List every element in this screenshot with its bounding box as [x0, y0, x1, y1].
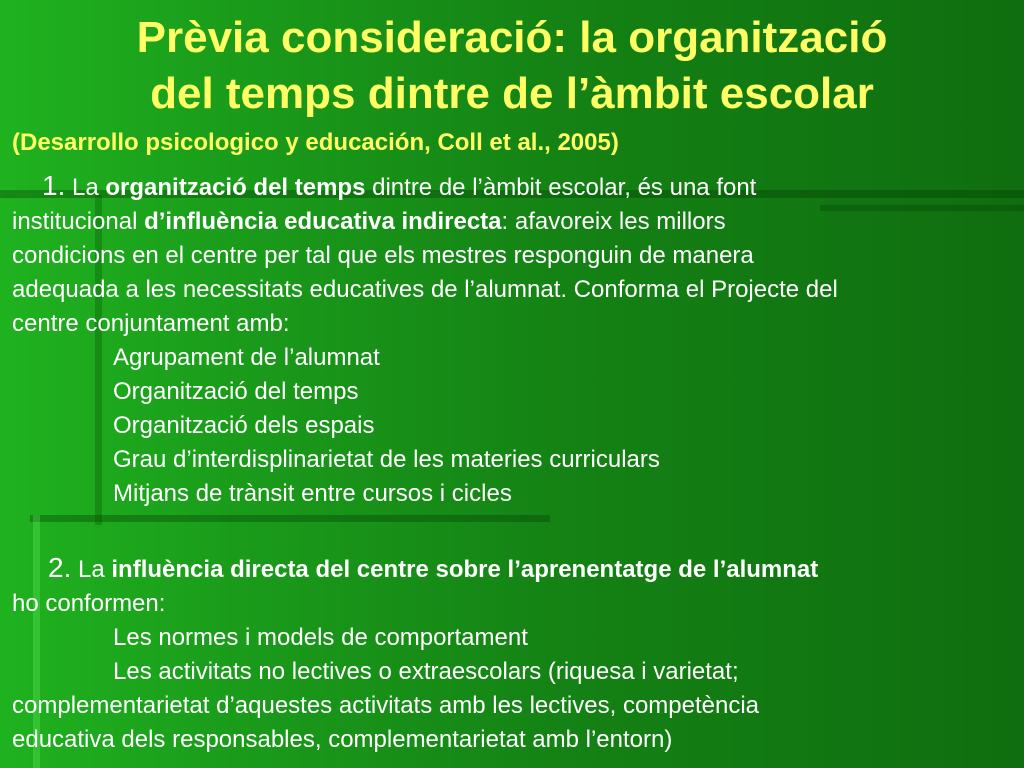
- list-item: Mitjans de trànsit entre cursos i cicles: [113, 480, 512, 507]
- point-1-line-1: [12, 169, 838, 205]
- text-run: La: [71, 556, 112, 583]
- list-item: Organització dels espais: [113, 412, 375, 439]
- point-1-line-2: [12, 205, 838, 239]
- point-2-line-1: [12, 551, 818, 587]
- point-2-line-5: complementarietat d’aquestes activitats amb les lectives, competència: [12, 692, 760, 719]
- bold-term: influència directa del centre sobre l’aprenentatge de l’alumnat: [111, 556, 819, 583]
- point-1-line-5: centre conjuntament amb:: [12, 310, 290, 337]
- point-1-line-4: adequada a les necessitats educatives de l’alumnat. Conforma el Projecte del: [12, 276, 838, 303]
- list-item: Les activitats no lectives o extraescolars (riquesa i varietat;: [113, 658, 739, 685]
- point-1-paragraph: [12, 169, 838, 511]
- point-1-number: 1.: [42, 170, 66, 201]
- text-run: La: [65, 174, 106, 201]
- point-2-number: 2.: [48, 552, 72, 583]
- bold-term: d’influència educativa indirecta: [144, 208, 502, 235]
- slide-title: [0, 10, 1024, 122]
- slide-title-line-1: Prèvia consideració: la organització: [136, 13, 888, 62]
- point-2-line-6: educativa dels responsables, complementarietat amb l’entorn): [12, 726, 673, 753]
- slide-title-line-2: del temps dintre de l’àmbit escolar: [150, 69, 874, 118]
- list-item: Grau d’interdisplinarietat de les materies curriculars: [113, 446, 660, 473]
- citation-subtitle: (Desarrollo psicologico y educación, Coll et al., 2005): [12, 129, 619, 156]
- list-item: Organització del temps: [113, 378, 359, 405]
- text-run: : afavoreix les millors: [501, 208, 726, 235]
- list-item: Agrupament de l’alumnat: [113, 344, 380, 371]
- bold-term: organització del temps: [105, 174, 366, 201]
- text-run: institucional: [12, 208, 145, 235]
- text-run: dintre de l’àmbit escolar, és una font: [365, 174, 757, 201]
- point-1-line-3: condicions en el centre per tal que els mestres responguin de manera: [12, 242, 754, 269]
- list-item: Les normes i models de comportament: [113, 624, 528, 651]
- point-2-paragraph: [12, 551, 818, 757]
- point-2-line-2: ho conformen:: [12, 590, 166, 617]
